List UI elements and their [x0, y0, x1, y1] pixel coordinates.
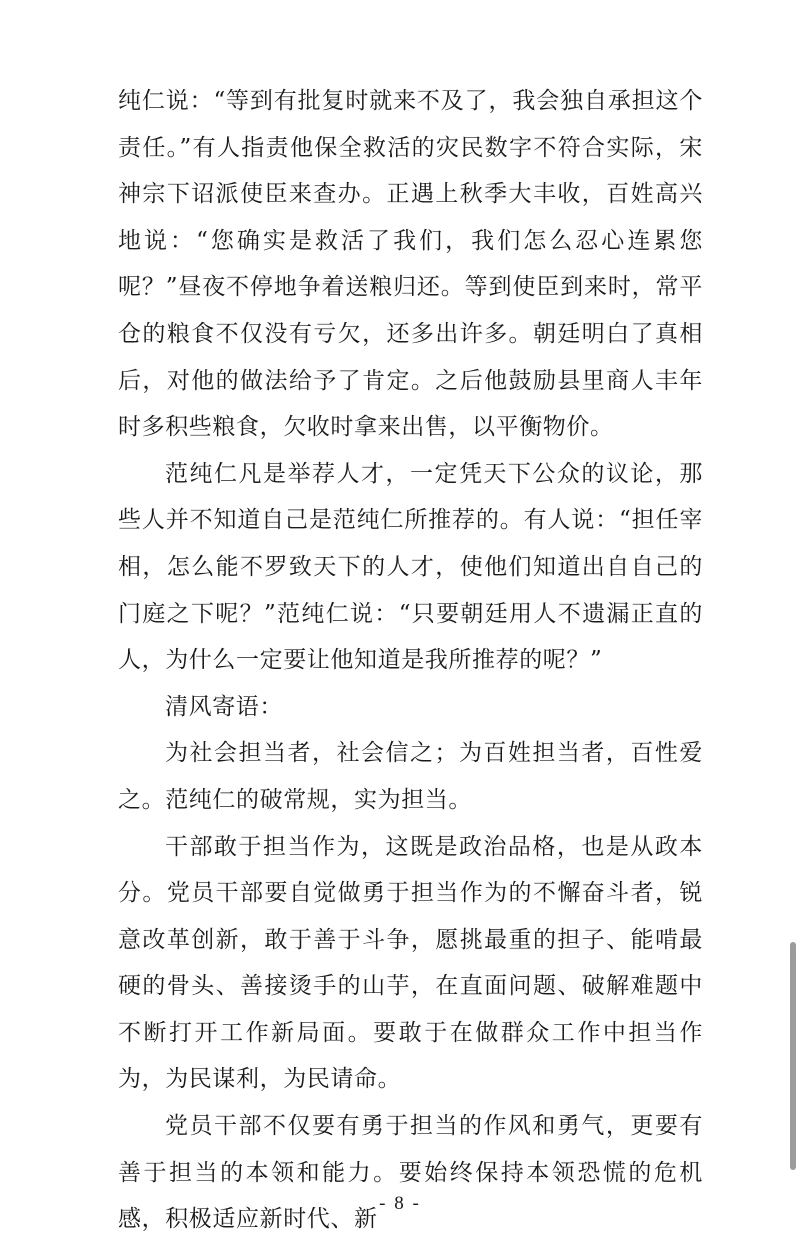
- paragraph-ability: 党员干部不仅要有勇于担当的作风和勇气，更要有善于担当的本领和能力。要始终保持本领恐慌的危机感，积极适应新时代、新: [118, 1113, 703, 1233]
- vertical-scrollbar-thumb[interactable]: [790, 942, 796, 1170]
- section-heading-qingfeng: 清风寄语：: [165, 693, 283, 720]
- page-number: - 8 -: [379, 1193, 421, 1214]
- paragraph-social-responsibility: 为社会担当者，社会信之；为百姓担当者，百性爱之。范纯仁的破常规，实为担当。: [118, 740, 703, 813]
- paragraph-continuation: 纯仁说：“等到有批复时就来不及了，我会独自承担这个责任。”有人指责他保全救活的灾民数字不符合实际，宋神宗下诏派使臣来查办。正遇上秋季大丰收，百姓高兴地说：“您确实是救活了我们，我们怎么忍心连累您呢？”昼夜不停地争着送粮归还。等到使臣到来时，常平仓的粮食不仅没有亏欠，还多出许多。朝廷明白了真相后，对他的做法给予了肯定。之后他鼓励县里商人丰年时多积些粮食，欠收时拿来出售，以平衡物价。: [118, 88, 703, 441]
- document-body: [118, 78, 703, 1243]
- paragraph-cadre-responsibility: 干部敢于担当作为，这既是政治品格，也是从政本分。党员干部要自觉做勇于担当作为的不懈奋斗者，锐意改革创新，敢于善于斗争，愿挑最重的担子、能啃最硬的骨头、善接烫手的山芋，在直面问题、破解难题中不断打开工作新局面。要敢于在做群众工作中担当作为，为民谋利，为民请命。: [118, 833, 703, 1093]
- paragraph-recommendation: 范纯仁凡是举荐人才，一定凭天下公众的议论，那些人并不知道自己是范纯仁所推荐的。有人说：“担任宰相，怎么能不罗致天下的人才，使他们知道出自自己的门庭之下呢？”范纯仁说：“只要朝廷用人不遗漏正直的人，为什么一定要让他知道是我所推荐的呢？”: [118, 460, 703, 674]
